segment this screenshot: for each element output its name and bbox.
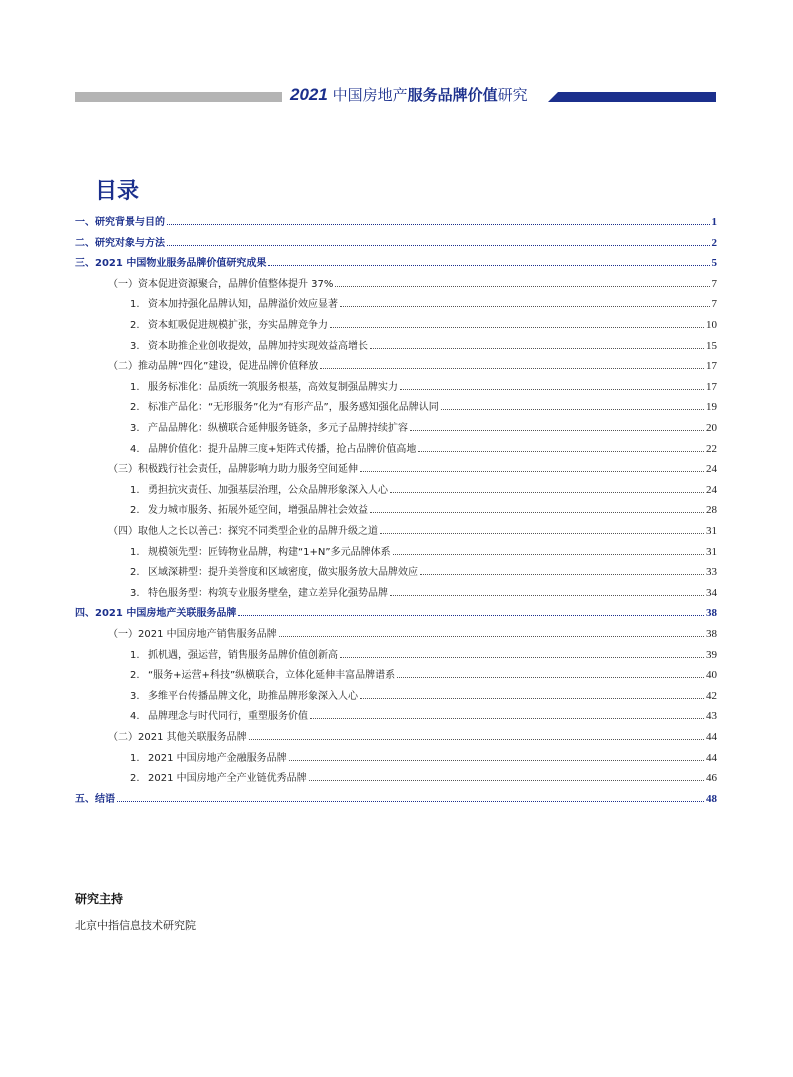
toc-entry-text: 三、2021 中国物业服务品牌价值研究成果 <box>75 258 267 269</box>
toc-entry-page: 38 <box>706 628 717 640</box>
toc-entry-text: （二）2021 其他关联服务品牌 <box>108 732 247 743</box>
toc-dot-leader <box>167 224 710 225</box>
toc-dot-leader <box>320 368 704 369</box>
toc-entry-text: 2021 中国房地产全产业链优秀品牌 <box>148 773 307 784</box>
toc-entry-text: 资本加持强化品牌认知，品牌溢价效应显著 <box>148 299 338 310</box>
toc-entry-number: 2. <box>130 567 140 578</box>
toc-entry-page: 38 <box>706 607 717 619</box>
toc-entry[interactable] <box>130 501 717 519</box>
sponsor-organization: 北京中指信息技术研究院 <box>75 919 196 932</box>
toc-entry-label <box>108 358 318 375</box>
toc-entry-label <box>130 667 395 684</box>
toc-entry-label <box>130 379 398 396</box>
toc-entry-number: 2. <box>130 773 140 784</box>
toc-entry-page: 2 <box>711 237 717 249</box>
toc-entry-label <box>130 647 338 664</box>
toc-entry-text: 资本虹吸促进规模扩张，夯实品牌竞争力 <box>148 320 328 331</box>
toc-dot-leader <box>420 574 704 575</box>
header-title-bold: 服务品牌价值 <box>407 86 498 104</box>
toc-entry-label <box>130 585 388 602</box>
toc-entry-page: 1 <box>711 216 717 228</box>
toc-entry-number: 1. <box>130 299 140 310</box>
toc-entry-label <box>108 523 378 540</box>
toc-entry-number: 2. <box>130 402 140 413</box>
toc-entry[interactable] <box>130 687 717 705</box>
toc-entry-page: 39 <box>706 649 717 661</box>
toc-entry[interactable] <box>130 646 717 664</box>
toc-entry-text: 一、研究背景与目的 <box>75 217 165 228</box>
toc-entry[interactable] <box>108 357 717 375</box>
toc-entry-text: 特色服务型：构筑专业服务壁垒，建立差异化强势品牌 <box>148 588 388 599</box>
toc-entry-label <box>75 791 115 808</box>
toc-entry-label <box>130 296 338 313</box>
toc-entry[interactable] <box>75 213 717 231</box>
toc-entry-number: 1. <box>130 547 140 558</box>
toc-entry-page: 5 <box>711 257 717 269</box>
toc-entry-text: （三）积极践行社会责任，品牌影响力助力服务空间延伸 <box>108 464 358 475</box>
toc-entry-text: 产品品牌化：纵横联合延伸服务链条，多元子品牌持续扩容 <box>148 423 408 434</box>
toc-dot-leader <box>390 492 704 493</box>
toc-entry-text: （二）推动品牌“四化”建设，促进品牌价值释放 <box>108 361 319 372</box>
toc-entry-page: 17 <box>706 381 717 393</box>
toc-entry-label <box>130 317 328 334</box>
toc-entry[interactable] <box>130 316 717 334</box>
toc-dot-leader <box>400 389 704 390</box>
toc-entry-page: 22 <box>706 443 717 455</box>
toc-entry-label <box>130 420 408 437</box>
toc-dot-leader <box>268 265 709 266</box>
toc-entry-label <box>130 564 418 581</box>
toc-entry-page: 40 <box>706 669 717 681</box>
toc-entry-label <box>130 502 368 519</box>
header-title <box>290 84 550 106</box>
toc-entry-number: 4. <box>130 444 140 455</box>
toc-dot-leader <box>335 286 709 287</box>
toc-dot-leader <box>309 780 704 781</box>
toc-entry[interactable] <box>130 666 717 684</box>
toc-entry-text: 二、研究对象与方法 <box>75 238 165 249</box>
toc-entry-text: 规模领先型：匠铸物业品牌，构建“1+N”多元品牌体系 <box>148 547 391 558</box>
toc-entry[interactable] <box>75 234 717 252</box>
toc-entry-page: 44 <box>706 731 717 743</box>
toc-entry-label <box>130 338 368 355</box>
header-blue-bar <box>548 92 716 102</box>
toc-entry[interactable] <box>130 749 717 767</box>
toc-dot-leader <box>310 718 704 719</box>
toc-dot-leader <box>410 430 704 431</box>
toc-entry-page: 28 <box>706 504 717 516</box>
toc-entry[interactable] <box>130 563 717 581</box>
toc-entry-label <box>75 235 165 252</box>
toc-entry-number: 1. <box>130 753 140 764</box>
toc-entry-text: （四）取他人之长以善己：探究不同类型企业的品牌升级之道 <box>108 526 378 537</box>
toc-entry-number: 3. <box>130 341 140 352</box>
toc-entry-page: 33 <box>706 566 717 578</box>
header-year: 2021 <box>290 85 328 104</box>
toc-entry-label <box>130 750 287 767</box>
toc-entry-text: 资本助推企业创收提效，品牌加持实现效益高增长 <box>148 341 368 352</box>
toc-entry-label <box>75 214 165 231</box>
toc-entry-text: 品牌理念与时代同行，重塑服务价值 <box>148 711 308 722</box>
toc-entry[interactable] <box>75 604 717 622</box>
toc-entry[interactable] <box>108 275 717 293</box>
toc-entry-label <box>130 482 388 499</box>
toc-entry-label <box>108 461 358 478</box>
toc-entry-text: 多维平台传播品牌文化，助推品牌形象深入人心 <box>148 691 358 702</box>
toc-dot-leader <box>279 636 704 637</box>
toc-entry-number: 2. <box>130 320 140 331</box>
toc-entry[interactable] <box>130 769 717 787</box>
toc-entry-text: 五、结语 <box>75 794 115 805</box>
toc-entry-number: 2. <box>130 670 140 681</box>
toc-entry[interactable] <box>130 707 717 725</box>
toc-entry[interactable] <box>108 728 717 746</box>
toc-entry-text: 服务标准化：品质统一筑服务根基，高效复制强品牌实力 <box>148 382 398 393</box>
toc-dot-leader <box>340 306 710 307</box>
toc-entry[interactable] <box>108 522 717 540</box>
toc-dot-leader <box>249 739 704 740</box>
toc-dot-leader <box>167 245 710 246</box>
toc-entry-page: 46 <box>706 772 717 784</box>
toc-entry-number: 3. <box>130 423 140 434</box>
toc-entry-page: 20 <box>706 422 717 434</box>
toc-dot-leader <box>397 677 704 678</box>
toc-dot-leader <box>390 595 704 596</box>
toc-entry[interactable] <box>130 419 717 437</box>
toc-entry-text: 2021 中国房地产金融服务品牌 <box>148 753 287 764</box>
toc-entry-number: 3. <box>130 691 140 702</box>
toc-entry-text: 勇担抗灾责任、加强基层治理，公众品牌形象深入人心 <box>148 485 388 496</box>
toc-entry-page: 34 <box>706 587 717 599</box>
toc-entry-page: 7 <box>711 278 717 290</box>
toc-dot-leader <box>117 801 704 802</box>
toc-entry-label <box>130 544 391 561</box>
toc-entry-text: 抓机遇，强运营，销售服务品牌价值创新高 <box>148 650 338 661</box>
toc-dot-leader <box>340 657 704 658</box>
toc-entry-label <box>130 708 308 725</box>
toc-entry-text: “服务+运营+科技”纵横联合，立体化延伸丰富品牌谱系 <box>148 670 396 681</box>
toc-entry-page: 15 <box>706 340 717 352</box>
toc-dot-leader <box>380 533 704 534</box>
toc-entry-label <box>130 770 307 787</box>
toc-entry-page: 24 <box>706 484 717 496</box>
toc-entry-label <box>130 399 439 416</box>
toc-entry-page: 31 <box>706 546 717 558</box>
toc-entry-text: 标准产品化：“无形服务”化为“有形产品”，服务感知强化品牌认同 <box>148 402 439 413</box>
toc-entry-number: 4. <box>130 711 140 722</box>
toc-entry[interactable] <box>130 378 717 396</box>
toc-entry-number: 1. <box>130 382 140 393</box>
toc-dot-leader <box>360 698 704 699</box>
header-title-prefix: 中国房地产 <box>327 86 408 104</box>
toc-entry[interactable] <box>108 625 717 643</box>
toc-entry[interactable] <box>130 481 717 499</box>
toc-entry[interactable] <box>130 337 717 355</box>
toc-dot-leader <box>289 760 704 761</box>
toc-entry-text: 区域深耕型：提升美誉度和区域密度，做实服务放大品牌效应 <box>148 567 418 578</box>
toc-entry-page: 31 <box>706 525 717 537</box>
toc-entry-page: 48 <box>706 793 717 805</box>
sponsor-heading: 研究主持 <box>75 892 124 906</box>
toc-entry[interactable] <box>108 460 717 478</box>
header-gray-bar <box>75 92 282 102</box>
toc-dot-leader <box>330 327 704 328</box>
toc-entry[interactable] <box>130 295 717 313</box>
toc-entry-text: （一）2021 中国房地产销售服务品牌 <box>108 629 277 640</box>
toc-entry-page: 44 <box>706 752 717 764</box>
toc-entry-page: 43 <box>706 710 717 722</box>
toc-entry-text: 四、2021 中国房地产关联服务品牌 <box>75 608 237 619</box>
toc-entry-page: 24 <box>706 463 717 475</box>
toc-entry-text: 品牌价值化：提升品牌三度+矩阵式传播，抢占品牌价值高地 <box>148 444 417 455</box>
toc-dot-leader <box>441 409 704 410</box>
toc-entry-page: 10 <box>706 319 717 331</box>
header-title-suffix: 研究 <box>497 86 528 104</box>
toc-dot-leader <box>370 348 704 349</box>
toc-entry[interactable] <box>130 398 717 416</box>
toc-dot-leader <box>393 554 704 555</box>
toc-entry-label <box>130 441 416 458</box>
toc-dot-leader <box>370 512 704 513</box>
toc-entry-text: （一）资本促进资源聚合，品牌价值整体提升 37% <box>108 279 334 290</box>
toc-entry-page: 19 <box>706 401 717 413</box>
toc-entry-label <box>108 276 333 293</box>
toc-entry-number: 1. <box>130 650 140 661</box>
toc-entry-page: 17 <box>706 360 717 372</box>
toc-entry-label <box>108 729 247 746</box>
toc-entry[interactable] <box>75 790 717 808</box>
toc-entry-number: 3. <box>130 588 140 599</box>
toc-entry[interactable] <box>130 543 717 561</box>
toc-entry-label <box>108 626 277 643</box>
toc-entry-number: 1. <box>130 485 140 496</box>
toc-dot-leader <box>360 471 704 472</box>
toc-dot-leader <box>238 615 704 616</box>
toc-entry-label <box>130 688 358 705</box>
toc-entry[interactable] <box>75 254 717 272</box>
toc-entry-page: 42 <box>706 690 717 702</box>
toc-entry[interactable] <box>130 440 717 458</box>
toc-entry-text: 发力城市服务、拓展外延空间，增强品牌社会效益 <box>148 505 368 516</box>
toc-entry-number: 2. <box>130 505 140 516</box>
toc-entry-page: 7 <box>711 298 717 310</box>
toc-entry-label <box>75 255 266 272</box>
toc-entry-label <box>75 605 236 622</box>
toc-entry[interactable] <box>130 584 717 602</box>
toc-heading: 目录 <box>95 179 140 204</box>
toc-dot-leader <box>418 451 704 452</box>
